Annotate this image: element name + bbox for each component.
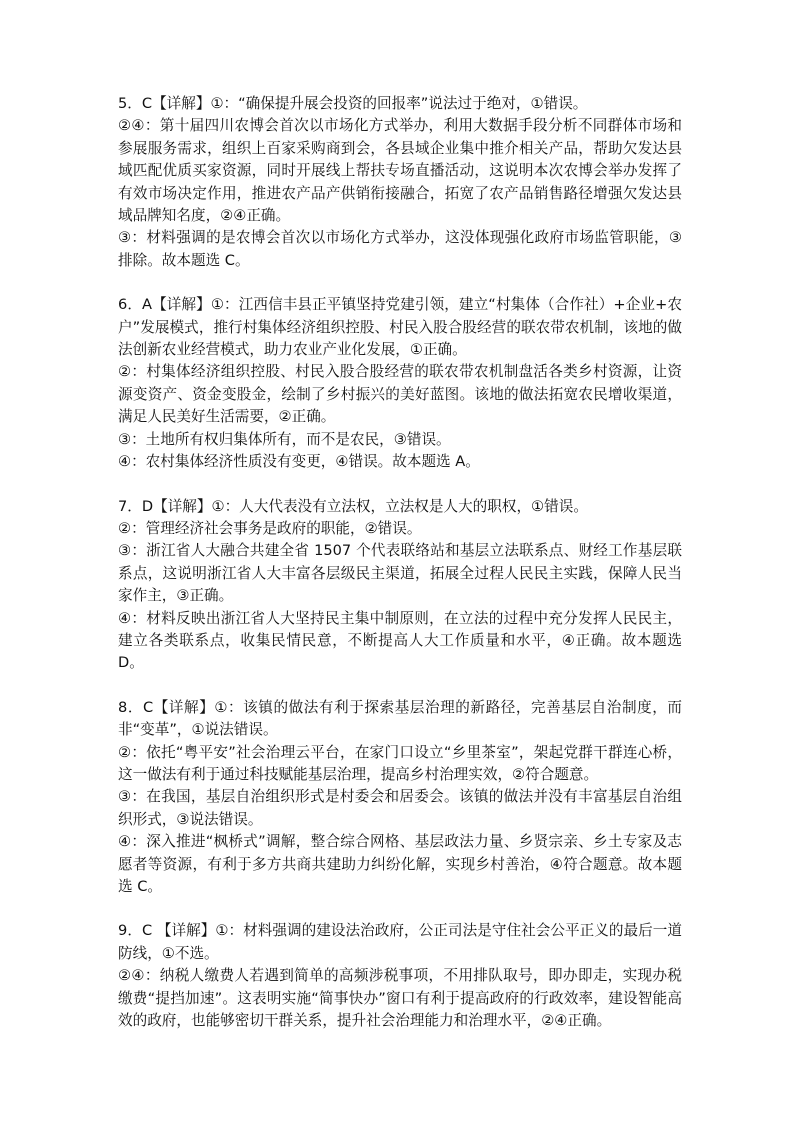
answer-paragraph: 9．C 【详解】①：材料强调的建设法治政府，公正司法是守住社会公平正义的最后一道防线，①不选。 [118,922,682,962]
answer-item-7 [118,496,682,675]
answer-paragraph: ②：依托“粤平安”社会治理云平台，在家门口设立“乡里茶室”，架起党群干群连心桥，这一做法有利于通过科技赋能基层治理，提高乡村治理实效，②符合题意。 [118,743,682,783]
answer-paragraph: ④：农村集体经济性质没有变更，④错误。故本题选 A。 [118,453,480,471]
answer-paragraph: ②：管理经济社会事务是政府的职能，②错误。 [118,519,422,537]
answer-paragraph: ②④：纳税人缴费人若遇到简单的高频涉税事项，不用排队取号，即办即走，实现办税缴费“提挡加速”。这表明实施“简事快办”窗口有利于提高政府的行政效率，建设智能高效的政府，也能够密切干群关系，提升社会治理能力和治理水平，②④正确。 [118,967,682,1030]
answer-paragraph: ③：材料强调的是农博会首次以市场化方式举办，这没体现强化政府市场监管职能，③排除。故本题选 C。 [118,229,682,269]
answer-paragraph: ②④：第十届四川农博会首次以市场化方式举办，利用大数据手段分析不同群体市场和参展服务需求，组织上百家采购商到会，各县域企业集中推介相关产品，帮助欠发达县域匹配优质买家资源，同时开展线上帮扶专场直播活动，这说明本次农博会举办发挥了有效市场决定作用，推进农产品产供销衔接融合，拓宽了农产品销售路径增强欠发达县域品牌知名度，②④正确。 [118,117,682,225]
answer-paragraph: 6．A【详解】①：江西信丰县正平镇坚持党建引领，建立“村集体（合作社）+企业+农户”发展模式，推行村集体经济组织控股、村民入股合股经营的联农带农机制，该地的做法创新农业经营模式，助力农业产业化发展，①正确。 [118,296,682,359]
answer-paragraph: ③：土地所有权归集体所有，而不是农民，③错误。 [118,430,451,448]
answer-paragraph: ③：浙江省人大融合共建全省 1507 个代表联络站和基层立法联系点、财经工作基层联系点，这说明浙江省人大丰富各层级民主渠道，拓展全过程人民民主实践，保障人民当家作主，③正确。 [118,542,682,605]
answer-paragraph: 8．C【详解】①：该镇的做法有利于探索基层治理的新路径，完善基层自治制度，而非“变革”，①说法错误。 [118,698,682,739]
answer-item-5 [118,93,682,272]
answer-document [118,93,682,1054]
answer-item-8 [118,697,682,899]
answer-paragraph: 7．D【详解】①：人大代表没有立法权，立法权是人大的职权，①错误。 [118,497,588,515]
answer-item-9 [118,920,682,1032]
answer-paragraph: ③：在我国，基层自治组织形式是村委会和居委会。该镇的做法并没有丰富基层自治组织形式，③说法错误。 [118,788,682,828]
answer-paragraph: ④：深入推进“枫桥式”调解，整合综合网格、基层政法力量、乡贤宗亲、乡土专家及志愿者等资源，有利于多方共商共建助力纠纷化解，实现乡村善治，④符合题意。故本题选 C。 [118,833,682,895]
answer-paragraph: 5．C【详解】①：“确保提升展会投资的回报率”说法过于绝对，①错误。 [118,95,588,112]
answer-paragraph: ②：村集体经济组织控股、村民入股合股经营的联农带农机制盘活各类乡村资源，让资源变资产、资金变股金，绘制了乡村振兴的美好蓝图。该地的做法拓宽农民增收渠道，满足人民美好生活需要，②正确。 [118,363,682,426]
answer-paragraph: ④：材料反映出浙江省人大坚持民主集中制原则，在立法的过程中充分发挥人民民主，建立各类联系点，收集民情民意，不断提高人大工作质量和水平，④正确。故本题选 D。 [118,609,682,672]
answer-item-6 [118,294,682,473]
